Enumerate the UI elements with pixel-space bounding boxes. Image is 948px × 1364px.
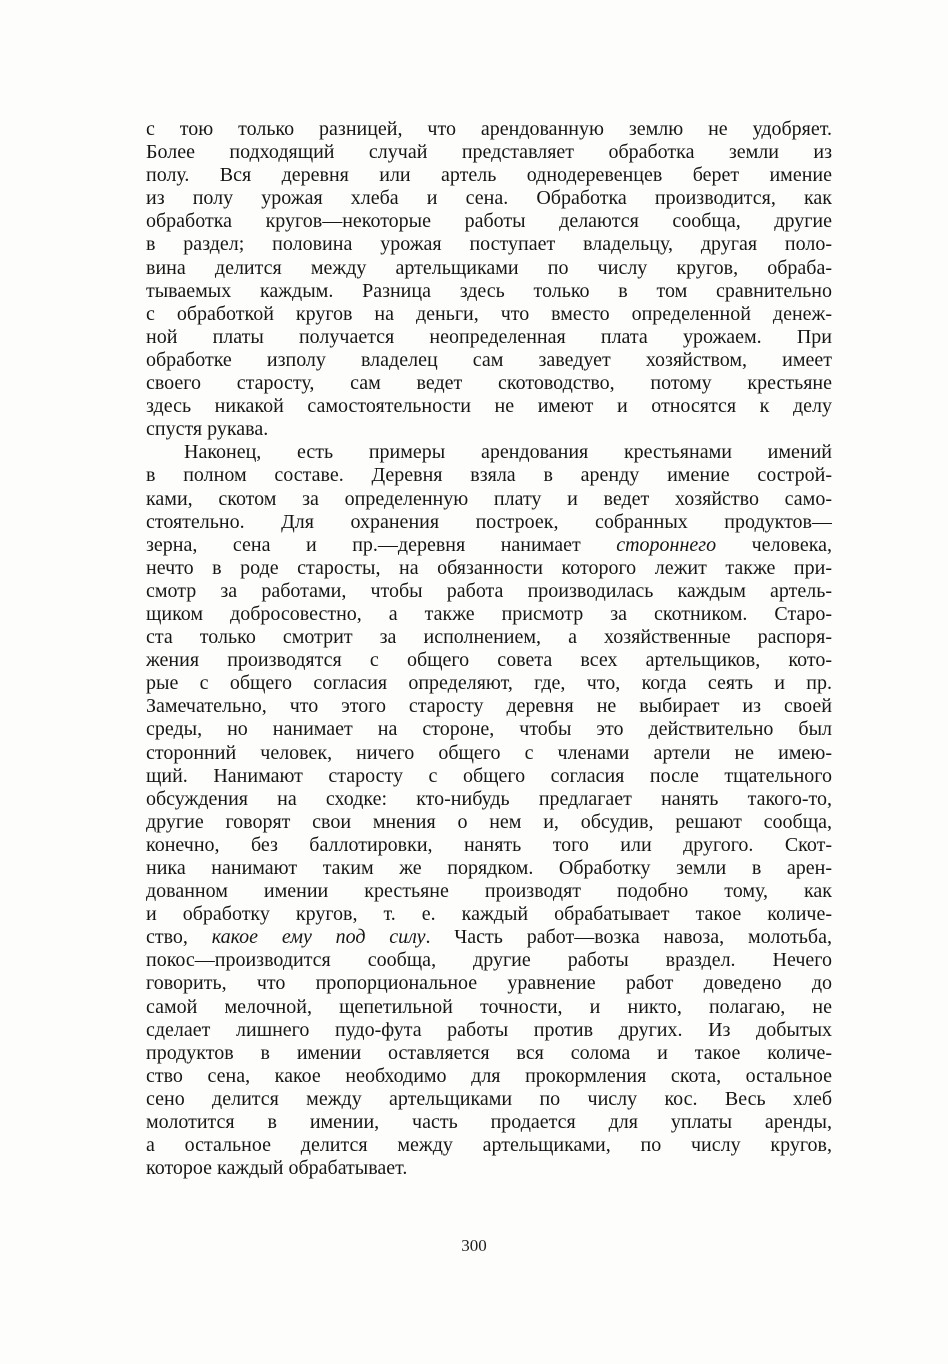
text-segment: среды, но нанимает на стороне, чтобы это действительно был bbox=[146, 718, 832, 741]
text-segment: ками, скотом за определенную плату и ведет хозяйство само- bbox=[146, 487, 832, 510]
text-line bbox=[146, 649, 832, 672]
text-line bbox=[146, 580, 832, 603]
text-segment: ство, bbox=[146, 926, 212, 949]
text-line bbox=[146, 372, 832, 395]
text-line bbox=[146, 118, 832, 141]
text-segment: ста только смотрит за исполнением, а хозяйственные распоря- bbox=[146, 626, 832, 649]
text-segment: в раздел; половина урожая поступает владельцу, другая поло- bbox=[146, 233, 832, 256]
text-segment: полу. Вся деревня или артель однодеревенцев берет имение bbox=[146, 164, 832, 187]
text-line bbox=[146, 949, 832, 972]
text-segment: стоятельно. Для охранения построек, собранных продуктов— bbox=[146, 510, 832, 533]
text-line bbox=[146, 926, 832, 949]
text-segment: ной платы получается неопределенная плата урожаем. При bbox=[146, 325, 832, 348]
text-segment: дованном имении крестьяне производят подобно тому, как bbox=[146, 880, 832, 903]
text-segment: . Часть работ—возка навоза, молотьба, bbox=[425, 926, 832, 949]
text-segment: Более подходящий случай представляет обработка земли из bbox=[146, 141, 832, 164]
text-segment: сено делится между артельщиками по числу кос. Весь хлеб bbox=[146, 1087, 832, 1110]
text-line bbox=[146, 1065, 832, 1088]
text-segment: своего старосту, сам ведет скотоводство, потому крестьяне bbox=[146, 372, 832, 395]
text-segment: говорить, что пропорциональное уравнение работ доведено до bbox=[146, 972, 832, 995]
text-segment: другие говорят свои мнения о нем и, обсудив, решают сообща, bbox=[146, 810, 832, 833]
text-segment: которое каждый обрабатывает. bbox=[146, 1157, 408, 1180]
text-segment: здесь никакой самостоятельности не имеют и относятся к делу bbox=[146, 395, 832, 418]
text-segment: продуктов в имении оставляется вся солома и такое количе- bbox=[146, 1041, 832, 1064]
text-line bbox=[146, 718, 832, 741]
text-segment: ника нанимают таким же порядком. Обработку земли в арен- bbox=[146, 857, 832, 879]
text-segment: щий. Нанимают старосту с общего согласия после тщательного bbox=[146, 764, 832, 787]
text-line bbox=[146, 534, 832, 557]
text-line bbox=[146, 557, 832, 580]
text-line bbox=[146, 1019, 832, 1042]
page-number: 300 bbox=[461, 1236, 487, 1255]
text-line bbox=[146, 257, 832, 280]
text-line bbox=[146, 903, 832, 926]
text-line bbox=[146, 672, 832, 695]
body-text bbox=[146, 118, 832, 1180]
text-line bbox=[146, 834, 832, 857]
text-line bbox=[146, 880, 832, 903]
text-line bbox=[146, 603, 832, 626]
text-segment: ство сена, какое необходимо для прокормления скота, остальное bbox=[146, 1064, 832, 1087]
paragraph bbox=[146, 441, 832, 1180]
text-line bbox=[146, 1111, 832, 1134]
text-line bbox=[146, 303, 832, 326]
text-line bbox=[146, 395, 832, 418]
text-line bbox=[146, 418, 832, 441]
text-segment: конечно, без баллотировки, нанять того или другого. Скот- bbox=[146, 833, 832, 856]
text-line bbox=[146, 349, 832, 372]
text-line bbox=[146, 1134, 832, 1157]
text-line bbox=[146, 326, 832, 349]
text-line bbox=[146, 765, 832, 788]
text-segment: спустя рукава. bbox=[146, 418, 269, 441]
text-segment: с обработкой кругов на деньги, что вместо определенной денеж- bbox=[146, 302, 832, 325]
text-line bbox=[146, 280, 832, 303]
text-line bbox=[146, 857, 832, 880]
text-segment: щиком добросовестно, а также присмотр за скотником. Старо- bbox=[146, 602, 832, 625]
text-segment: сделает лишнего пудо-фута работы против других. Из добытых bbox=[146, 1018, 832, 1041]
text-segment: молотится в имении, часть продается для уплаты аренды, bbox=[146, 1111, 832, 1134]
text-segment: вина делится между артельщиками по числу кругов, обраба- bbox=[146, 256, 832, 279]
text-segment: обработка кругов—некоторые работы делаются сообща, другие bbox=[146, 210, 832, 233]
italic-emphasis: какое ему под силу bbox=[211, 926, 426, 949]
text-line bbox=[146, 511, 832, 534]
text-segment: зерна, сена и пр.—деревня нанимает bbox=[146, 533, 617, 556]
text-line bbox=[146, 441, 832, 464]
text-line bbox=[146, 164, 832, 187]
text-segment: нечто в роде старосты, на обязанности которого лежит также при- bbox=[146, 556, 832, 579]
text-segment: из полу урожая хлеба и сена. Обработка производится, как bbox=[146, 187, 832, 210]
text-segment: и обработку кругов, т. е. каждый обрабатывает такое количе- bbox=[146, 903, 832, 926]
paragraph bbox=[146, 118, 832, 441]
text-line bbox=[146, 464, 832, 487]
italic-emphasis: стороннего bbox=[616, 533, 717, 556]
text-line bbox=[146, 1157, 832, 1180]
text-segment: Наконец, есть примеры арендования крестьянами имений bbox=[184, 441, 832, 464]
text-line bbox=[146, 1042, 832, 1065]
text-line bbox=[146, 141, 832, 164]
text-segment: с тою только разницей, что арендованную землю не удобряет. bbox=[146, 118, 832, 140]
text-line bbox=[146, 1088, 832, 1111]
text-segment: обработке изполу владелец сам заведует хозяйством, имеет bbox=[146, 348, 832, 371]
text-line bbox=[146, 695, 832, 718]
text-segment: самой мелочной, щепетильной точности, и никто, полагаю, не bbox=[146, 995, 832, 1018]
text-segment: рые с общего согласия определяют, где, что, когда сеять и пр. bbox=[146, 672, 832, 695]
text-segment: смотр за работами, чтобы работа производилась каждым артель- bbox=[146, 579, 832, 602]
text-segment: Замечательно, что этого старосту деревня не выбирает из своей bbox=[146, 695, 832, 718]
text-segment: в полном составе. Деревня взяла в аренду имение сострой- bbox=[146, 464, 832, 487]
text-line bbox=[146, 233, 832, 256]
text-line bbox=[146, 187, 832, 210]
text-line bbox=[146, 996, 832, 1019]
text-line bbox=[146, 210, 832, 233]
text-line bbox=[146, 626, 832, 649]
text-segment: а остальное делится между артельщиками, по числу кругов, bbox=[146, 1134, 832, 1157]
text-line bbox=[146, 488, 832, 511]
text-segment: обсуждения на сходке: кто-нибудь предлагает нанять такого-то, bbox=[146, 787, 832, 810]
text-line bbox=[146, 742, 832, 765]
text-segment: жения производятся с общего совета всех артельщиков, кото- bbox=[146, 649, 832, 672]
text-segment: покос—производится сообща, другие работы враздел. Нечего bbox=[146, 949, 832, 972]
text-line bbox=[146, 811, 832, 834]
text-line bbox=[146, 788, 832, 811]
text-line bbox=[146, 972, 832, 995]
text-segment: тываемых каждым. Разница здесь только в том сравнительно bbox=[146, 279, 832, 302]
text-segment: сторонний человек, ничего общего с членами артели не имею- bbox=[146, 741, 832, 764]
text-segment: человека, bbox=[716, 533, 832, 556]
